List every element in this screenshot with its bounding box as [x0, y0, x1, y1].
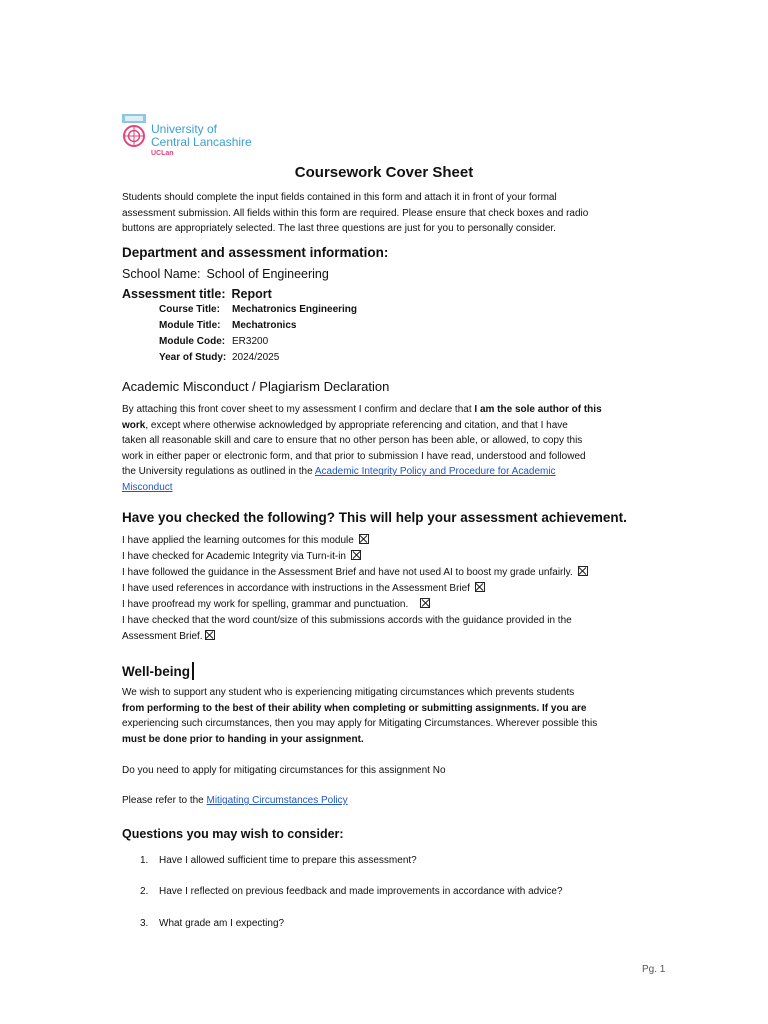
checklist-item-label: Assessment Brief. [122, 631, 203, 642]
wellbeing-text: must be done prior to handing in your assignment. [122, 733, 364, 745]
module-code-value[interactable]: ER3200 [232, 336, 269, 347]
question-text: What grade am I expecting? [159, 918, 285, 929]
questions-heading: Questions you may wish to consider: [122, 827, 344, 841]
department-heading: Department and assessment information: [122, 245, 389, 260]
misconduct-bold: I am the sole author of this [474, 404, 602, 415]
wellbeing-heading-text: Well-being [122, 664, 191, 679]
year-of-study-label: Year of Study: [159, 352, 227, 363]
academic-integrity-policy-link[interactable]: Academic Integrity Policy and Procedure for Academic [314, 466, 556, 478]
page-title: Coursework Cover Sheet [294, 164, 474, 181]
intro-line: buttons are appropriately selected. The last three questions are just for you to personally consider. [122, 223, 556, 235]
checklist-item-cont [122, 630, 215, 644]
course-title-value[interactable]: Mechatronics Engineering [232, 304, 358, 315]
refer-policy-row [122, 794, 348, 808]
page-number: Pg. 1 [642, 964, 666, 975]
intro-paragraph [122, 190, 652, 237]
checklist-item [122, 534, 369, 548]
checkbox-checked[interactable] [351, 550, 361, 560]
assessment-title-value[interactable]: Report [231, 287, 272, 301]
school-name-label: School Name: [122, 267, 201, 281]
checklist-item-label: I have applied the learning outcomes for this module [122, 535, 354, 546]
course-title-row [159, 303, 357, 317]
question-number: 3. [140, 918, 149, 929]
refer-text: Please refer to the [122, 795, 207, 806]
checkbox-checked[interactable] [578, 566, 588, 576]
assessment-title-row [122, 287, 272, 301]
school-name-row [122, 267, 329, 281]
checklist-item [122, 598, 430, 612]
academic-integrity-policy-link-cont[interactable]: Misconduct [122, 481, 173, 493]
logo-line-2: Central Lancashire [151, 135, 252, 149]
checklist-item-label: I have followed the guidance in the Assessment Brief and have not used AI to boost my grade unfairly. [122, 567, 573, 578]
module-title-label: Module Title: [159, 320, 221, 331]
wellbeing-text: We wish to support any student who is experiencing mitigating circumstances which prevents students [122, 687, 575, 698]
uclan-logo [120, 113, 280, 163]
checklist-item-label: I have checked for Academic Integrity via Turn-it-in [122, 551, 346, 562]
checklist-heading: Have you checked the following? This will help your assessment achievement. [122, 510, 627, 525]
checklist-item-label: I have proofread my work for spelling, grammar and punctuation. [122, 599, 409, 610]
question-item [140, 918, 284, 929]
checkbox-checked[interactable] [205, 630, 215, 640]
module-title-row [159, 319, 296, 333]
checklist-item [122, 566, 588, 580]
wellbeing-paragraph [122, 685, 667, 747]
misconduct-text: By attaching this front cover sheet to my assessment I confirm and declare that [122, 404, 475, 415]
misconduct-text: , except where otherwise acknowledged by appropriate referencing and citation, and that I have [145, 419, 568, 431]
logo-line-3: UCLan [151, 150, 174, 157]
checklist-item [122, 550, 361, 564]
mitigating-question: Do you need to apply for mitigating circumstances for this assignment [122, 765, 430, 776]
checklist-item [122, 614, 572, 628]
year-of-study-row [159, 351, 279, 365]
checkbox-checked[interactable] [475, 582, 485, 592]
wellbeing-text: experiencing such circumstances, then you may apply for Mitigating Circumstances. Wherever possible this [122, 718, 598, 730]
question-number: 2. [140, 886, 149, 897]
checklist-item-label: I have checked that the word count/size of this submissions accords with the guidance provided in the [122, 615, 572, 626]
misconduct-paragraph [122, 402, 667, 496]
mitigating-question-row [122, 764, 446, 778]
module-code-row [159, 335, 268, 349]
misconduct-heading: Academic Misconduct / Plagiarism Declaration [122, 379, 390, 394]
wellbeing-text: from performing to the best of their ability when completing or submitting assignments. If you are [122, 702, 587, 714]
wellbeing-heading [122, 662, 194, 680]
school-name-value[interactable]: School of Engineering [206, 267, 329, 281]
question-number: 1. [140, 855, 149, 866]
mitigating-answer-select[interactable]: No [432, 765, 446, 776]
course-title-label: Course Title: [159, 304, 220, 315]
assessment-title-label: Assessment title: [122, 287, 226, 301]
question-item [140, 886, 563, 897]
misconduct-bold: work [122, 419, 146, 431]
question-text: Have I reflected on previous feedback and made improvements in accordance with advice? [159, 886, 563, 897]
misconduct-text: the University regulations as outlined in the [122, 466, 315, 478]
misconduct-text: taken all reasonable skill and care to ensure that no other person has been able, or allowed, to copy this [122, 435, 583, 447]
module-title-value[interactable]: Mechatronics [232, 320, 297, 331]
checkbox-checked[interactable] [359, 534, 369, 544]
question-item [140, 855, 417, 866]
checklist-item [122, 582, 485, 596]
checklist-item-label: I have used references in accordance with instructions in the Assessment Brief [122, 583, 470, 594]
misconduct-text: work in either paper or electronic form, and that prior to submission I have read, understood and followed [122, 450, 586, 462]
intro-line: Students should complete the input fields contained in this form and attach it in front of your formal [122, 192, 557, 203]
question-text: Have I allowed sufficient time to prepare this assessment? [159, 855, 417, 866]
intro-line: assessment submission. All fields within this form are required. Please ensure that check boxes and radio [122, 207, 589, 219]
text-cursor [192, 662, 194, 680]
year-of-study-value[interactable]: 2024/2025 [232, 352, 280, 363]
mitigating-circumstances-policy-link[interactable]: Mitigating Circumstances Policy [206, 795, 348, 806]
checkbox-checked[interactable] [420, 598, 430, 608]
university-crest-icon [120, 113, 148, 153]
logo-line-1: University of [151, 122, 218, 136]
module-code-label: Module Code: [159, 336, 226, 347]
